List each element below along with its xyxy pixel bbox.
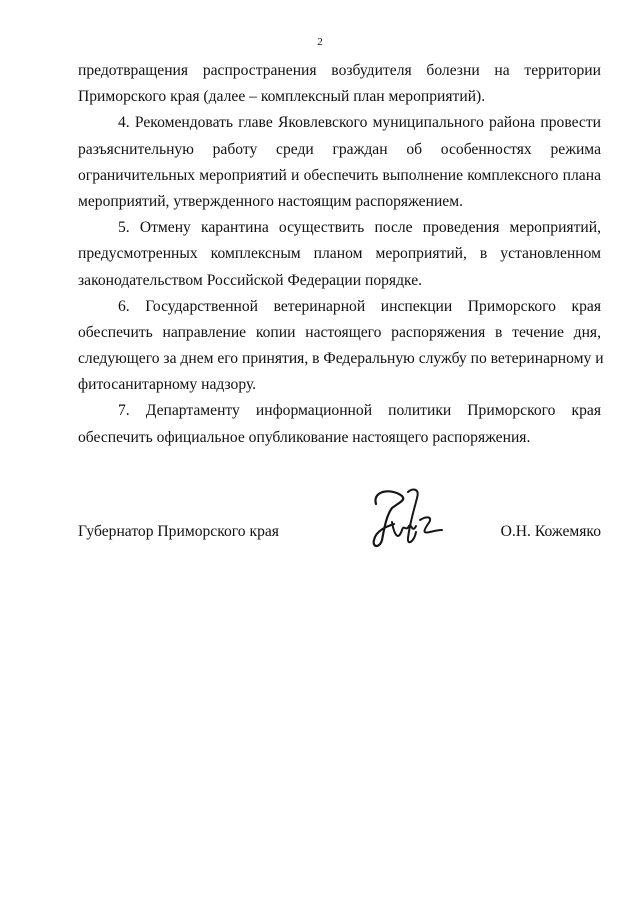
- text-line: мероприятий, утвержденного настоящим распоряжением.: [78, 192, 463, 210]
- signatory-name: О.Н. Кожемяко: [500, 523, 601, 540]
- text-line: обеспечить официальное опубликование настоящего распоряжения.: [78, 428, 531, 446]
- text-line: Приморского края (далее – комплексный план мероприятий).: [78, 88, 486, 106]
- paragraph-7-line: 7. Департаменту информационной политики Приморского края: [118, 402, 601, 420]
- handwritten-signature: [362, 482, 444, 554]
- text-line: обеспечить направление копии настоящего распоряжения в течение дня,: [78, 323, 601, 341]
- text-line: законодательством Российской Федерации порядке.: [78, 271, 423, 289]
- page-number: 2: [317, 36, 323, 48]
- text-line: следующего за днем его принятия, в Федеральную службу по ветеринарному и: [78, 350, 604, 368]
- document-body: [78, 58, 604, 451]
- text-line: ограничительных мероприятий и обеспечить выполнение комплексного плана: [78, 166, 601, 184]
- paragraph-5-line: 5. Отмену карантина осуществить после проведения мероприятий,: [118, 219, 601, 237]
- text-line: предотвращения распространения возбудителя болезни на территории: [78, 62, 601, 79]
- text-line: разъяснительную работу среди граждан об особенностях режима: [78, 140, 601, 158]
- text-line: предусмотренных комплексным планом мероприятий, в установленном: [78, 245, 601, 263]
- paragraph-6-line: 6. Государственной ветеринарной инспекции Приморского края: [118, 297, 601, 315]
- signatory-title: Губернатор Приморского края: [78, 523, 279, 540]
- paragraph-4-line: 4. Рекомендовать главе Яковлевского муниципального района провести: [118, 114, 601, 132]
- text-line: фитосанитарному надзору.: [78, 376, 257, 394]
- signature-block: [78, 520, 601, 550]
